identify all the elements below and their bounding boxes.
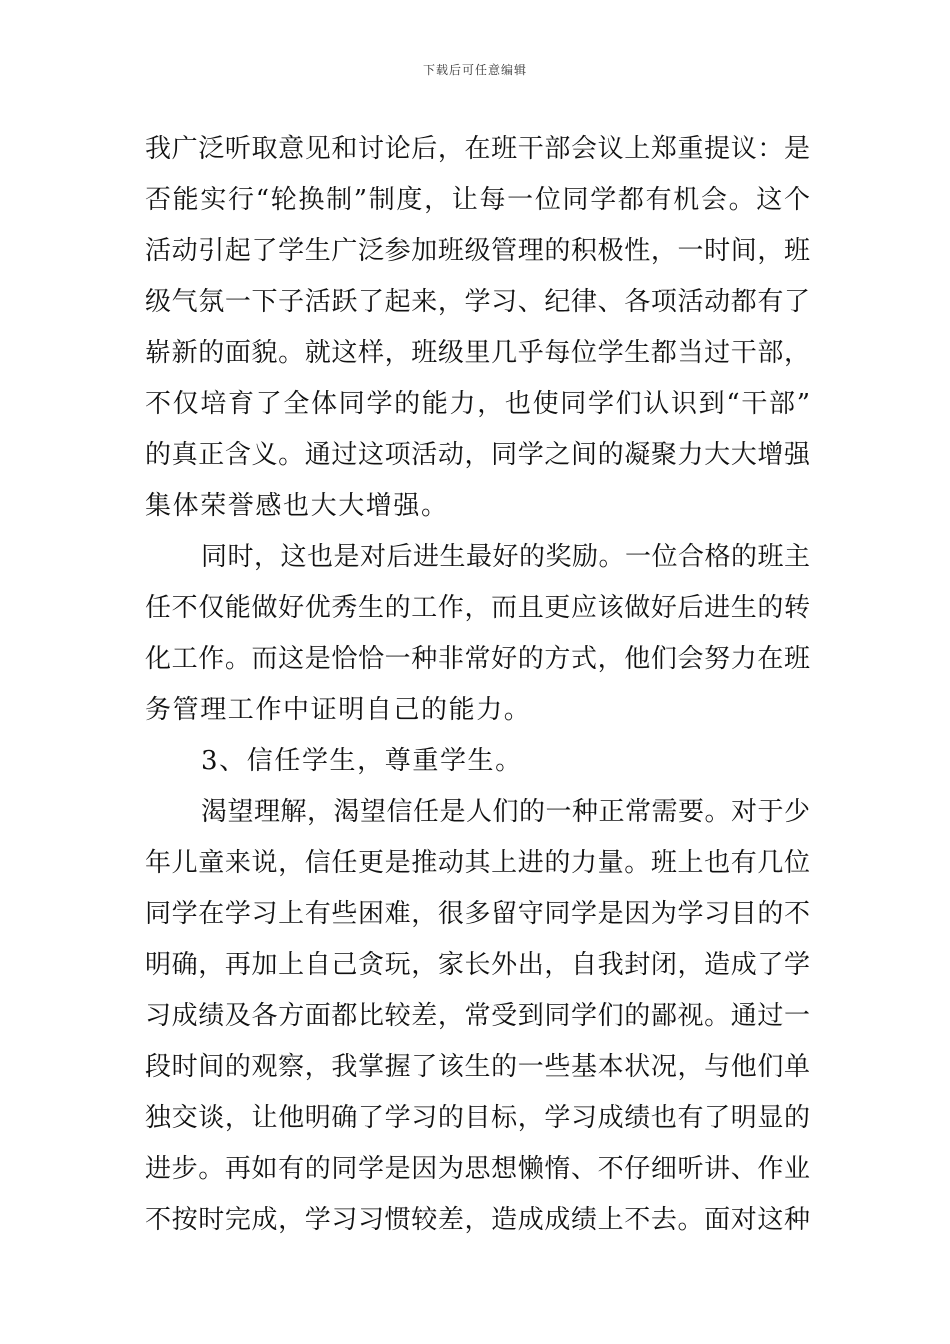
- text-line: 独交谈，让他明确了学习的目标，学习成绩也有了明显的: [145, 1103, 810, 1133]
- text-line: 化工作。而这是恰恰一种非常好的方式，他们会努力在班: [145, 644, 810, 674]
- text-line: 任不仅能做好优秀生的工作，而且更应该做好后进生的转: [145, 593, 810, 623]
- document-body: [145, 124, 810, 1246]
- text-line: 不按时完成，学习习惯较差，造成成绩上不去。面对这种: [145, 1205, 810, 1235]
- text-line: 习成绩及各方面都比较差，常受到同学们的鄙视。通过一: [145, 1001, 810, 1031]
- text-line: 明确，再加上自己贪玩，家长外出，自我封闭，造成了学: [145, 950, 810, 980]
- page-header-note: 下载后可任意编辑: [422, 63, 527, 77]
- text-line: 我广泛听取意见和讨论后，在班干部会议上郑重提议：是: [145, 134, 810, 164]
- text-line: 的真正含义。通过这项活动，同学之间的凝聚力大大增强: [145, 440, 810, 470]
- text-line: 进步。再如有的同学是因为思想懒惰、不仔细听讲、作业: [145, 1154, 810, 1184]
- text-line: 活动引起了学生广泛参加班级管理的积极性，一时间，班: [145, 236, 810, 266]
- text-line: 同时，这也是对后进生最好的奖励。一位合格的班主: [201, 542, 810, 572]
- text-line: 不仅培育了全体同学的能力，也使同学们认识到“干部”: [145, 389, 810, 419]
- text-line: 否能实行“轮换制”制度，让每一位同学都有机会。这个: [145, 185, 810, 215]
- text-line: 级气氛一下子活跃了起来，学习、纪律、各项活动都有了: [145, 287, 810, 317]
- section-heading: 3、信任学生，尊重学生。: [201, 746, 523, 776]
- text-line: 务管理工作中证明自己的能力。: [145, 695, 532, 725]
- text-line: 同学在学习上有些困难，很多留守同学是因为学习目的不: [145, 899, 810, 929]
- text-line: 集体荣誉感也大大增强。: [145, 491, 449, 521]
- text-line: 段时间的观察，我掌握了该生的一些基本状况，与他们单: [145, 1052, 810, 1082]
- text-line: 渴望理解，渴望信任是人们的一种正常需要。对于少: [201, 797, 810, 827]
- text-line: 年儿童来说，信任更是推动其上进的力量。班上也有几位: [145, 848, 810, 878]
- text-line: 崭新的面貌。就这样，班级里几乎每位学生都当过干部，: [145, 338, 810, 368]
